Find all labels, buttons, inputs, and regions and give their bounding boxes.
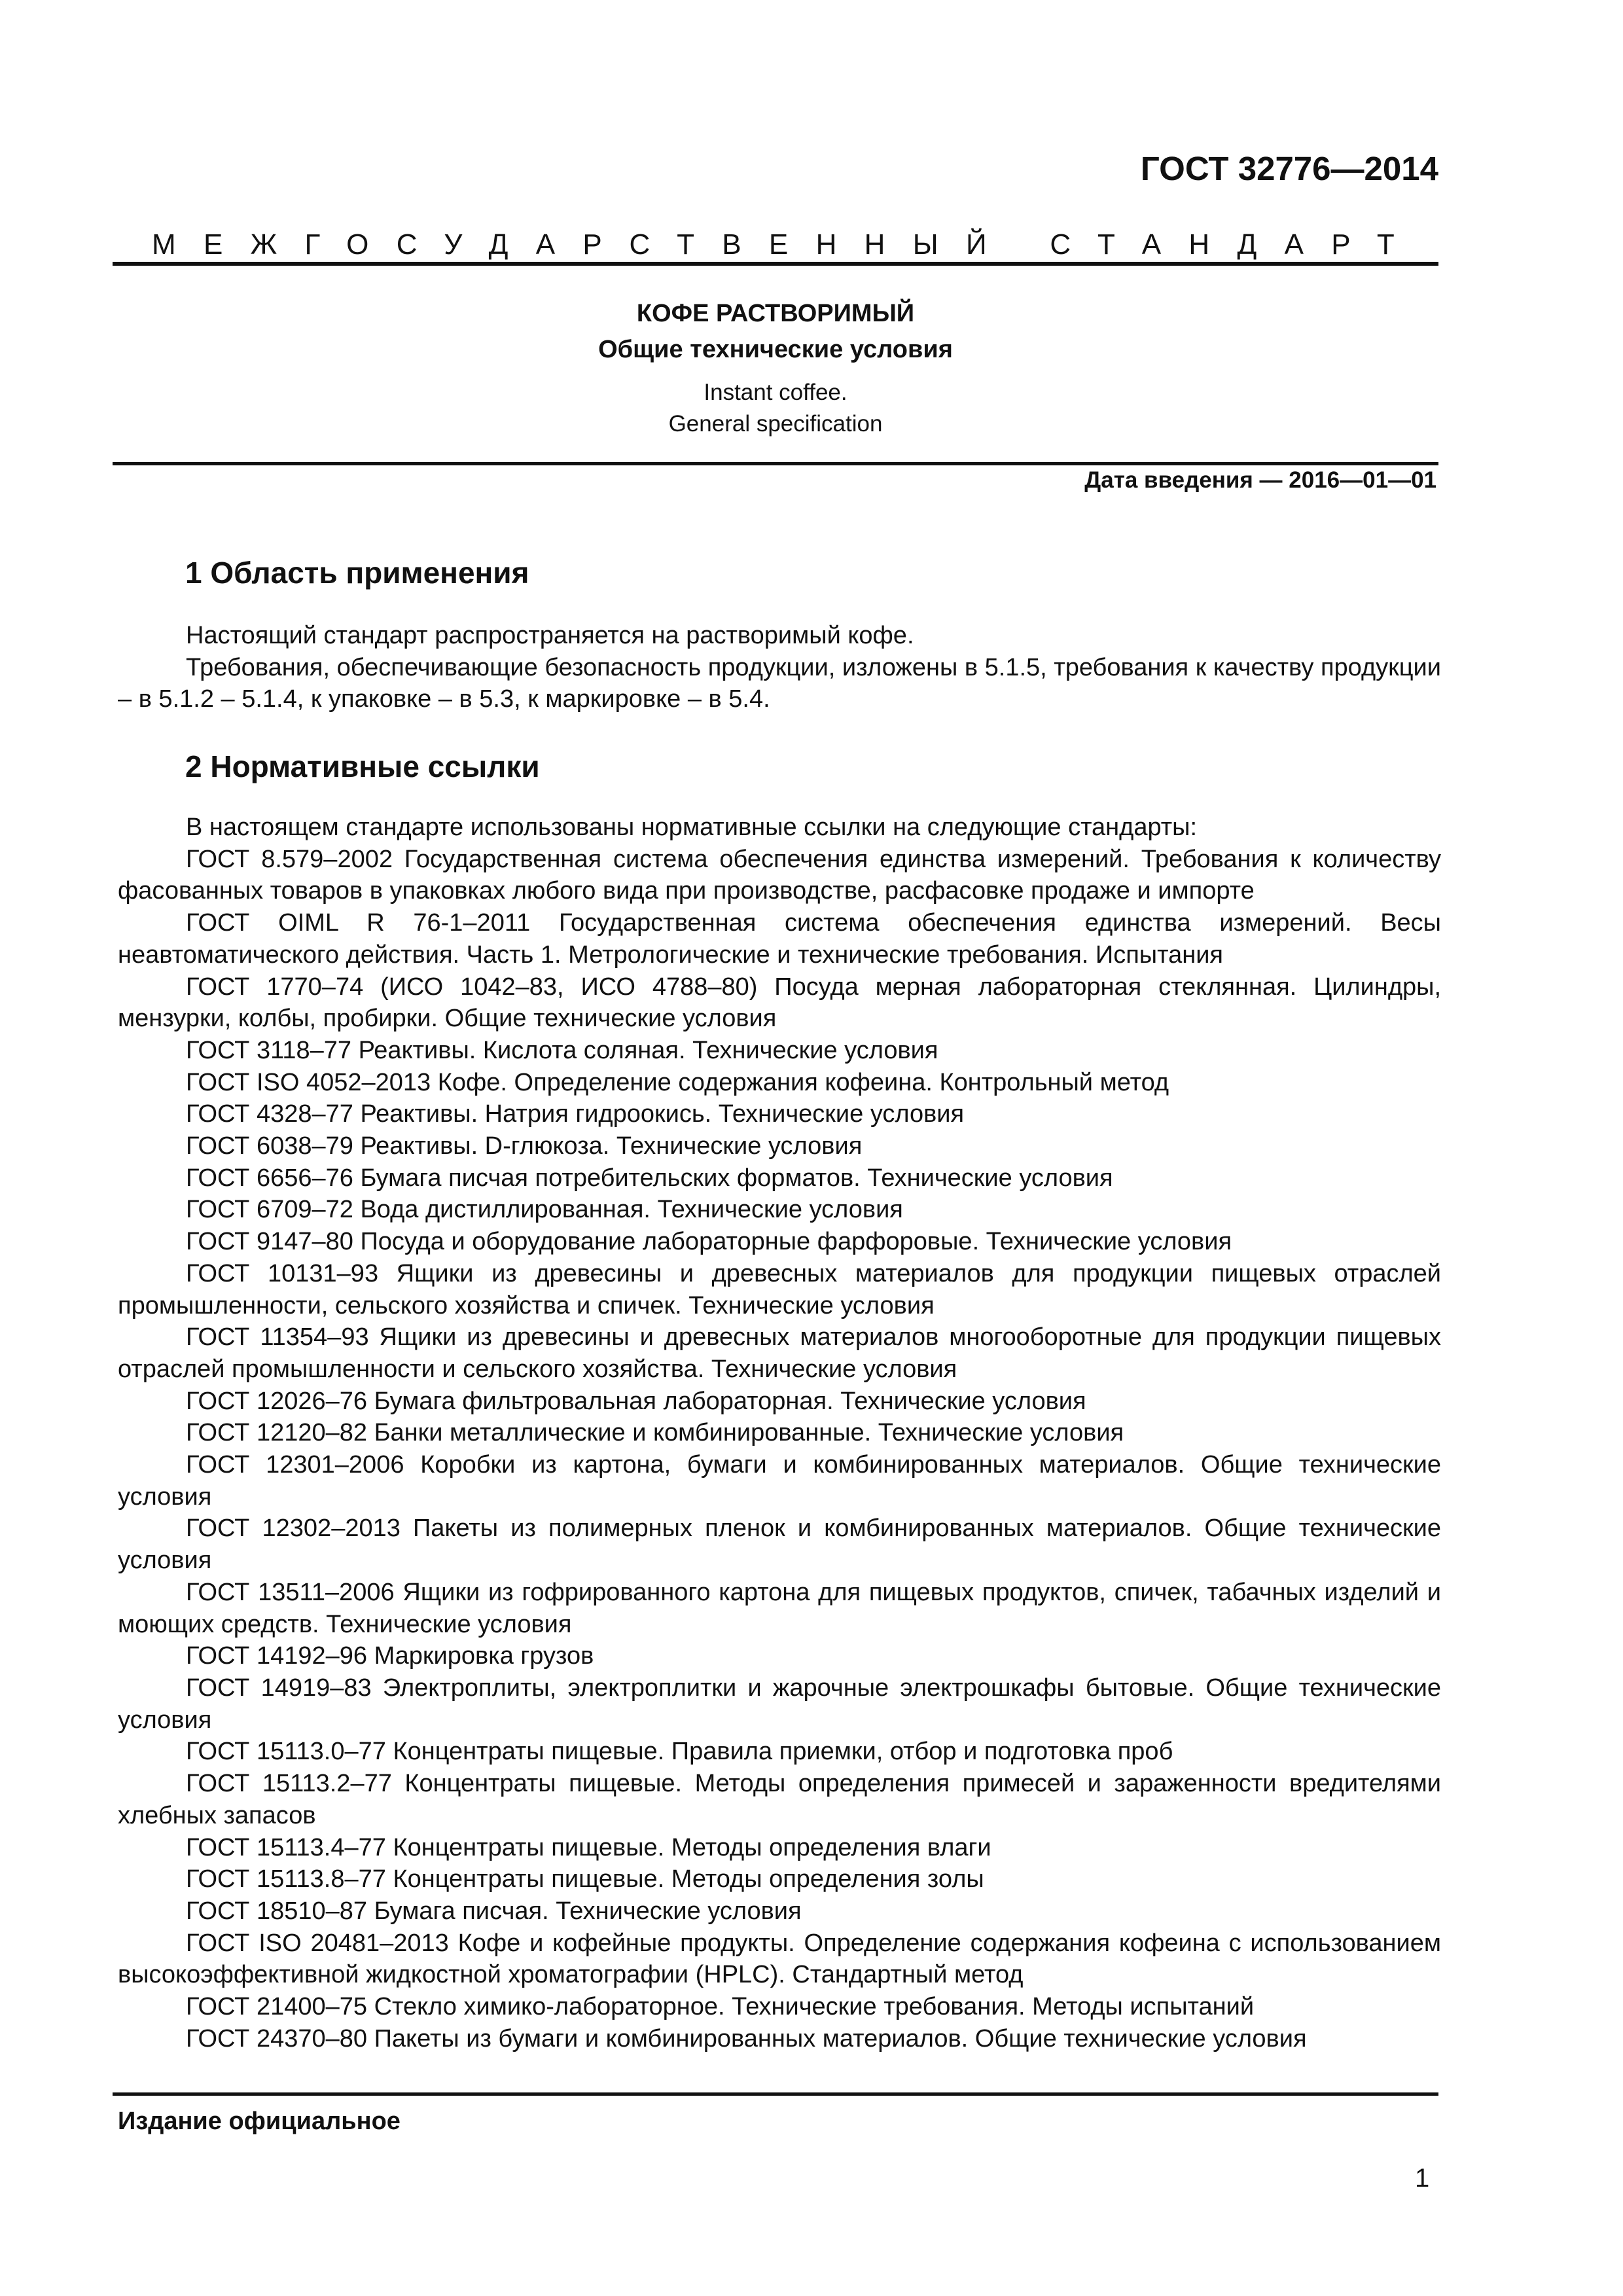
title-ru-line2: Общие технические условия	[598, 336, 953, 363]
edition-label: Издание официальное	[118, 2108, 401, 2135]
section-1-paragraph: Настоящий стандарт распространяется на растворимый кофе.	[186, 622, 914, 649]
document-title	[113, 296, 1438, 368]
reference-item: ГОСТ 18510–87 Бумага писчая. Технические условия	[186, 1897, 802, 1925]
reference-item: ГОСТ 1770–74 (ИСО 1042–83, ИСО 4788–80) Посуда мерная лабораторная стеклянная. Цилиндры, мензурки, колбы, пробирки. Общие технические условия	[118, 973, 1441, 1033]
reference-item: ГОСТ 6709–72 Вода дистиллированная. Технические условия	[186, 1196, 903, 1224]
reference-item: ГОСТ 8.579–2002 Государственная система обеспечения единства измерений. Требования к количеству фасованных товаров в упаковках любого вида при производстве, расфасовке продаже и импорте	[118, 845, 1441, 905]
section-2-heading: 2 Нормативные ссылки	[185, 749, 540, 783]
reference-item: ГОСТ 13511–2006 Ящики из гофрированного картона для пищевых продуктов, спичек, табачных изделий и моющих средств. Технические условия	[118, 1578, 1441, 1638]
standard-code: ГОСТ 32776—2014	[1140, 150, 1438, 187]
reference-item: ГОСТ 14192–96 Маркировка грузов	[186, 1642, 594, 1670]
header-rule	[113, 262, 1438, 266]
reference-item: ГОСТ ISO 4052–2013 Кофе. Определение содержания кофеина. Контрольный метод	[186, 1068, 1169, 1096]
reference-item: ГОСТ ISO 20481–2013 Кофе и кофейные продукты. Определение содержания кофеина с использованием высокоэффективной жидкостной хроматографии (HPLC). Стандартный метод	[118, 1929, 1441, 1989]
reference-item: ГОСТ 3118–77 Реактивы. Кислота соляная. Технические условия	[186, 1036, 938, 1064]
reference-item: ГОСТ 9147–80 Посуда и оборудование лабораторные фарфоровые. Технические условия	[186, 1228, 1232, 1256]
section-1-body	[118, 620, 1441, 715]
reference-item: ГОСТ 10131–93 Ящики из древесины и древесных материалов для продукции пищевых отраслей промышленности, сельского хозяйства и спичек. Технические условия	[118, 1259, 1441, 1319]
reference-item: ГОСТ OIML R 76-1–2011 Государственная система обеспечения единства измерений. Весы неавтоматического действия. Часть 1. Метрологические и технические требования. Испытания	[118, 909, 1441, 969]
reference-item: ГОСТ 21400–75 Стекло химико-лабораторное. Технические требования. Методы испытаний	[186, 1993, 1255, 2021]
footer-rule	[113, 2092, 1438, 2096]
document-title-en	[113, 377, 1438, 440]
reference-item: ГОСТ 15113.8–77 Концентраты пищевые. Методы определения золы	[186, 1865, 984, 1893]
title-en-line2: General specification	[668, 411, 883, 437]
standard-type-heading: МЕЖГОСУДАРСТВЕННЫЙ СТАНДАРТ	[152, 228, 1423, 260]
reference-item: ГОСТ 12026–76 Бумага фильтровальная лабораторная. Технические условия	[186, 1387, 1086, 1415]
title-rule	[113, 462, 1438, 465]
title-en-line1: Instant coffee.	[704, 380, 847, 405]
section-1-heading: 1 Область применения	[185, 556, 529, 590]
reference-item: ГОСТ 24370–80 Пакеты из бумаги и комбинированных материалов. Общие технические условия	[186, 2024, 1307, 2053]
reference-item: ГОСТ 11354–93 Ящики из древесины и древесных материалов многооборотные для продукции пищевых отраслей промышленности и сельского хозяйства. Технические условия	[118, 1323, 1441, 1383]
reference-list	[118, 844, 1441, 2055]
section-1-paragraph: Требования, обеспечивающие безопасность продукции, изложены в 5.1.5, требования к качеству продукции – в 5.1.2 – 5.1.4, к упаковке – в 5.3, к маркировке – в 5.4.	[118, 653, 1441, 713]
title-ru-line1: КОФЕ РАСТВОРИМЫЙ	[636, 300, 915, 327]
reference-item: ГОСТ 15113.0–77 Концентраты пищевые. Правила приемки, отбор и подготовка проб	[186, 1738, 1173, 1766]
reference-item: ГОСТ 14919–83 Электроплиты, электроплитки и жарочные электрошкафы бытовые. Общие технические условия	[118, 1674, 1441, 1734]
reference-item: ГОСТ 15113.4–77 Концентраты пищевые. Методы определения влаги	[186, 1833, 991, 1861]
reference-item: ГОСТ 12302–2013 Пакеты из полимерных пленок и комбинированных материалов. Общие технические условия	[118, 1515, 1441, 1575]
reference-item: ГОСТ 6038–79 Реактивы. D-глюкоза. Технические условия	[186, 1132, 863, 1160]
reference-item: ГОСТ 12301–2006 Коробки из картона, бумаги и комбинированных материалов. Общие технические условия	[118, 1451, 1441, 1511]
section-2-intro: В настоящем стандарте использованы нормативные ссылки на следующие стандарты:	[186, 814, 1198, 841]
page-number: 1	[1415, 2164, 1430, 2193]
section-2-body	[118, 812, 1441, 2054]
introduction-date: Дата введения — 2016—01—01	[1084, 467, 1436, 493]
reference-item: ГОСТ 4328–77 Реактивы. Натрия гидроокись. Технические условия	[186, 1100, 965, 1128]
reference-item: ГОСТ 12120–82 Банки металлические и комбинированные. Технические условия	[186, 1419, 1124, 1447]
reference-item: ГОСТ 6656–76 Бумага писчая потребительских форматов. Технические условия	[186, 1164, 1113, 1192]
reference-item: ГОСТ 15113.2–77 Концентраты пищевые. Методы определения примесей и зараженности вредителями хлебных запасов	[118, 1770, 1441, 1829]
